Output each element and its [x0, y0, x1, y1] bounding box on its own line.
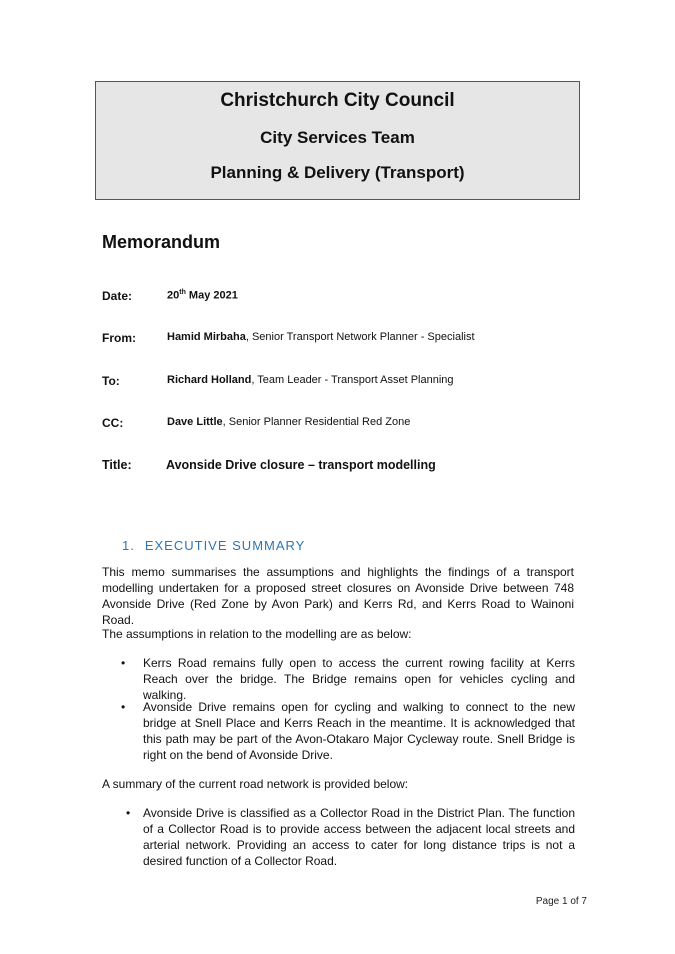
section-heading-executive-summary: [122, 538, 305, 553]
bullet-icon: •: [126, 806, 131, 820]
cc-name: Dave Little: [167, 416, 223, 428]
bullet-icon: •: [121, 656, 126, 670]
network-summary-intro: A summary of the current road network is provided below:: [102, 777, 409, 791]
assumptions-intro: The assumptions in relation to the modelling are as below:: [102, 627, 412, 641]
date-value: [167, 289, 238, 302]
date-rest: May 2021: [185, 289, 238, 302]
memo-heading: Memorandum: [102, 232, 221, 252]
page-number: Page 1 of 7: [535, 896, 587, 907]
from-label: From:: [102, 331, 136, 345]
team-name: City Services Team: [260, 128, 415, 147]
org-name: Christchurch City Council: [220, 90, 455, 111]
assumption-bullet-avonside-drive: Avonside Drive remains open for cycling and walking to connect to the new bridge at Snell Place and Kerrs Reach in the meantime. It is acknowledged that this path may be part of the Avon-Otakaro Major Cycleway route. Snell Bridge is right on the bend of Avonside Drive.: [143, 700, 575, 762]
to-label: To:: [102, 374, 120, 388]
cc-role: , Senior Planner Residential Red Zone: [222, 416, 411, 428]
unit-name: Planning & Delivery (Transport): [210, 163, 465, 182]
date-label: Date:: [102, 289, 133, 303]
date-suffix: th: [179, 289, 186, 296]
letterhead-box: [95, 81, 580, 200]
bullet-icon: •: [121, 700, 126, 714]
cc-value: [167, 416, 410, 428]
to-name: Richard Holland: [167, 374, 252, 386]
from-name: Hamid Mirbaha: [167, 331, 246, 343]
to-role: , Team Leader - Transport Asset Planning: [251, 374, 454, 386]
title-label: Title:: [102, 458, 132, 472]
title-value: Avonside Drive closure – transport modelling: [166, 458, 436, 472]
section-number: 1.: [122, 538, 135, 553]
assumption-bullet-kerrs-road: Kerrs Road remains fully open to access the current rowing facility at Kerrs Reach over the bridge. The Bridge remains open for vehicles cycling and walking.: [143, 656, 575, 702]
date-day: 20: [167, 289, 180, 302]
from-value: [167, 331, 475, 343]
to-value: [167, 374, 454, 386]
summary-paragraph: This memo summarises the assumptions and highlights the findings of a transport modelling undertaken for a proposed street closures on Avonside Drive between 748 Avonside Drive (Red Zone by Avon Park) and Kerrs Rd, and Kerrs Road to Wainoni Road.: [102, 565, 574, 627]
cc-label: CC:: [102, 416, 124, 430]
from-role: , Senior Transport Network Planner - Specialist: [245, 331, 475, 343]
network-bullet-collector-road: Avonside Drive is classified as a Collector Road in the District Plan. The function of a Collector Road is to provide access between the adjacent local streets and arterial network. Providing an access to cater for long distance trips is not a desired function of a Collector Road.: [143, 806, 575, 868]
section-title: EXECUTIVE SUMMARY: [144, 538, 306, 553]
